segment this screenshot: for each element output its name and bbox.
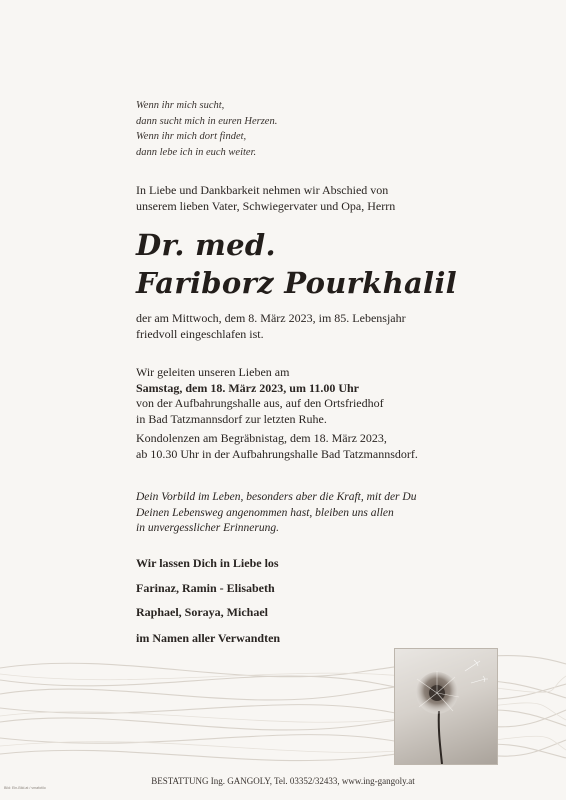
tribute-line: Deinen Lebensweg angenommen hast, bleiben uns allen — [136, 506, 394, 519]
funeral-location: in Bad Tatzmannsdorf zur letzten Ruhe. — [136, 411, 327, 426]
dandelion-icon — [395, 649, 497, 764]
announcement-intro — [136, 183, 395, 214]
motto-line: Wenn ihr mich dort findet, — [136, 131, 247, 142]
funeral-home-footer: BESTATTUNG Ing. GANGOLY, Tel. 03352/32433, www.ing-gangoly.at — [151, 776, 415, 786]
passing-notice — [136, 311, 406, 342]
dandelion-photo — [394, 648, 498, 765]
motto-verse — [136, 98, 277, 160]
relatives-line: im Namen aller Verwandten — [136, 631, 281, 645]
farewell-line: Wir lassen Dich in Liebe los — [136, 556, 279, 570]
photo-credit: Bild: Ein-Bild.at / vmafotilo — [4, 786, 46, 790]
passing-line: friedvoll eingeschlafen ist. — [136, 326, 264, 341]
condolence-line: ab 10.30 Uhr in der Aufbahrungshalle Bad Tatzmannsdorf. — [136, 446, 418, 461]
family-names-line: Farinaz, Ramin - Elisabeth — [136, 581, 275, 595]
funeral-date-time: Samstag, dem 18. März 2023, um 11.00 Uhr — [136, 380, 359, 395]
intro-line: unserem lieben Vater, Schwiegervater und Opa, Herrn — [136, 198, 396, 213]
tribute-line: Dein Vorbild im Leben, besonders aber die Kraft, mit der Du — [136, 491, 417, 503]
deceased-full-name: Fariborz Pourkhalil — [136, 266, 458, 300]
condolence-line: Kondolenzen am Begräbnistag, dem 18. März 2023, — [136, 431, 387, 445]
condolence-notice — [136, 431, 418, 462]
funeral-intro: Wir geleiten unseren Lieben am — [136, 365, 290, 379]
family-names-line: Raphael, Soraya, Michael — [136, 605, 268, 619]
deceased-title: Dr. med. — [136, 228, 276, 262]
tribute-line: in unvergesslicher Erinnerung. — [136, 522, 279, 534]
tribute-text — [136, 490, 416, 537]
passing-line: der am Mittwoch, dem 8. März 2023, im 85. Lebensjahr — [136, 311, 406, 325]
motto-line: Wenn ihr mich sucht, — [136, 100, 225, 111]
funeral-details — [136, 365, 384, 427]
motto-line: dann sucht mich in euren Herzen. — [136, 115, 278, 127]
motto-line: dann lebe ich in euch weiter. — [136, 146, 257, 158]
deceased-name — [136, 226, 457, 302]
funeral-route: von der Aufbahrungshalle aus, auf den Ortsfriedhof — [136, 396, 384, 410]
intro-line: In Liebe und Dankbarkeit nehmen wir Abschied von — [136, 183, 389, 197]
